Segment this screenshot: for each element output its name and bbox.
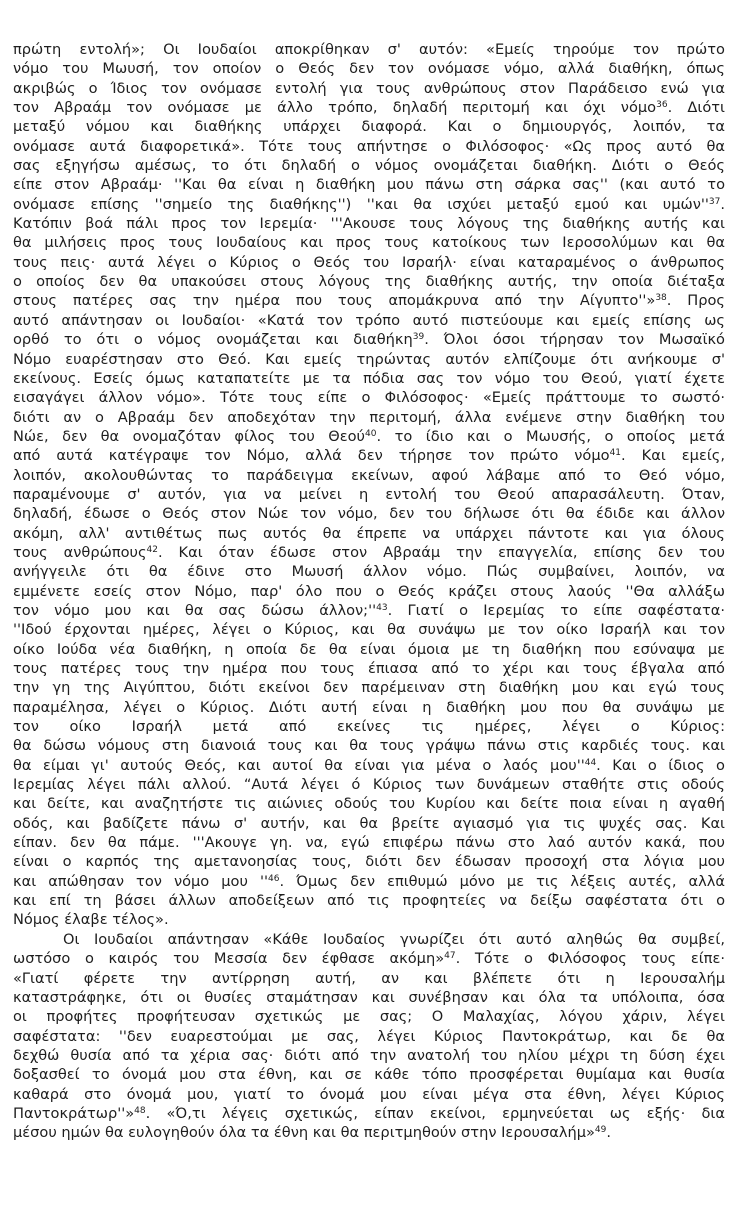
text-line: είναι ο καρπός της αμετανοησίας τους, διότι δεν έδωσαν προσοχή στα λόγια μου	[13, 853, 725, 871]
text-line: θα δώσω νόμους στη διανοιά τους και θα τους γράψω πάνω στις καρδιές τους. και	[13, 737, 725, 755]
text-line: τους πεις· αυτά λέγει ο Κύριος ο Θεός του Ισραήλ· είναι καταραμένος ο άνθρωπος	[13, 253, 725, 271]
text-line	[13, 98, 725, 117]
text-segment: . Προς	[666, 292, 725, 310]
text-segment: μέσου ημών θα ευλογηθούν όλα τα έθνη και θα περιτμηθούν στην Ιερουσαλήμ»	[13, 1124, 595, 1142]
text-line: θα μιλήσεις προς τους Ιουδαίους και προς τους κατοίκους των Ιεροσολύμων και θα	[13, 234, 725, 252]
text-line	[13, 330, 725, 349]
footnote-marker: 36	[656, 100, 668, 111]
text-segment: Παντοκράτωρ''»	[13, 1104, 135, 1122]
text-segment: Νώε, δεν θα ονομαζόταν φίλος του Θεού	[13, 427, 365, 445]
document-page	[13, 40, 725, 1143]
text-segment: . Όλοι όσοι τήρησαν τον Μωσαϊκό	[424, 331, 725, 349]
footnote-marker: 47	[444, 951, 456, 962]
text-line: «Γιατί φέρετε την αντίρρηση αυτή, αν και βλέπετε ότι η Ιερουσαλήμ	[13, 969, 725, 987]
text-line: Κατόπιν βοά πάλι προς τον Ιερεμία· '''Ακουσε τους λόγους της διαθήκης αυτής και	[13, 215, 725, 233]
paragraph	[13, 40, 725, 930]
footnote-marker: 37	[708, 196, 721, 207]
text-segment: . Γιατί ο Ιερεμίας το είπε σαφέστατα·	[387, 601, 726, 619]
text-line: παραμένουμε σ' αυτόν, για να μείνει η εντολή του Θεού απαρασάλευτη. Όταν,	[13, 485, 725, 503]
text-segment: τον νόμο μου και θα σας δώσω άλλον;''	[13, 601, 377, 619]
text-segment: . Και εμείς,	[621, 447, 725, 465]
footnote-marker: 48	[134, 1105, 146, 1116]
text-line	[13, 1123, 725, 1142]
text-line	[13, 427, 725, 446]
text-line: οίκο Ιούδα νέα διαθήκη, η οποία δε θα είναι όμοια με τη διαθήκη που εσύναψα με	[13, 640, 725, 658]
text-line	[13, 949, 725, 968]
text-line: ακριβώς ο Ίδιος τον ονόμασε εντολή για τους ανθρώπους στον Παράδεισο ενώ για	[13, 79, 725, 97]
footnote-marker: 42	[146, 544, 158, 555]
text-line: Ιερεμίας λέγει πάλι αλλού. “Αυτά λέγει ό Κύριος των δυνάμεων σταθήτε στις οδούς	[13, 776, 725, 794]
text-line: τους πατέρες τους την ημέρα που τους έπιασα από το χέρι και τους έβγαλα από	[13, 660, 725, 677]
text-line: οδός, και βαδίζετε πάνω σ' αυτήν, και θα βρείτε αγιασμό για τις ψυχές σας. Και	[13, 814, 725, 832]
footnote-marker: 40	[365, 428, 377, 439]
text-segment: . «Ό,τι λέγεις σχετικώς, είπαν εκείνοι, ερμηνεύεται ως εξής· δια	[145, 1104, 725, 1122]
footnote-marker: 44	[584, 757, 597, 768]
text-line	[13, 291, 725, 310]
text-line: πρώτη εντολή»; Οι Ιουδαίοι αποκρίθηκαν σ' αυτόν: «Εμείς τηρούμε τον πρώτο	[13, 41, 725, 58]
text-segment: ονόμασε επίσης ''σημείο της διαθήκης'') ''και θα ισχύει μεταξύ εμού και υμών''	[13, 195, 709, 213]
text-line: εμμένετε εσείς στον Νόμο, παρ' όλο που ο Θεός κράζει στους λαούς ''Θα αλλάξω	[13, 582, 725, 600]
text-line: παραμέλησα, λέγει ο Κύριος. Διότι αυτή είναι η διαθήκη μου που θα συνάψω με	[13, 698, 725, 716]
text-segment: . Και όταν έδωσε στον Αβραάμ την επαγγελία, επίσης δεν του	[158, 543, 725, 561]
text-line: σαφέστατα: ''δεν ευαρεστούμαι με σας, λέγει Κύριος Παντοκράτωρ, και δε θα	[13, 1027, 725, 1045]
text-line: δηλαδή, έδωσε ο Θεός στον Νώε τον νόμο, δεν του δήλωσε ότι θα έδιδε και άλλον	[13, 505, 725, 523]
text-line	[13, 601, 725, 620]
text-line: την γη της Αιγύπτου, διότι εκείνοι δεν παρέμειναν στη διαθήκη μου και εγώ τους	[13, 679, 725, 697]
text-segment: και απώθησαν τον νόμο μου ''	[13, 872, 268, 890]
text-segment: . Τότε ο Φιλόσοφος τους είπε·	[455, 950, 725, 968]
text-line	[13, 195, 725, 214]
text-line	[13, 872, 725, 891]
text-line: δοξασθεί το όνομά μου στα έθνη, και σε κάθε τόπο προσφέρεται θυμίαμα και θυσία	[13, 1066, 725, 1084]
text-segment: .	[606, 1124, 612, 1142]
text-segment: . Όμως δεν επιθυμώ μόνο με τις λέξεις αυτές, αλλά	[279, 872, 725, 890]
text-line: και επί τη βάσει άλλων αποδείξεων από τις προφητείες να δείξω σαφέστατα ότι ο	[13, 892, 725, 910]
text-line	[13, 1104, 725, 1123]
text-line: είπαν. δεν θα πάμε. '''Ακουγε γη. να, εγώ επιφέρω πάνω στο λαό αυτόν κακά, που	[13, 834, 725, 852]
text-line: οι προφήτες προφήτευσαν σχετικώς με σας; Ο Μαλαχίας, λόγου χάριν, λέγει	[13, 1008, 725, 1026]
footnote-marker: 41	[609, 448, 622, 459]
text-line: τον οίκο Ισραήλ μετά από εκείνες τις ημέρες, λέγει ο Κύριος:	[13, 718, 725, 736]
text-line: και δείτε, και αναζητήστε τις αιώνιες οδούς του Κυρίου και δείτε ποια είναι η αγαθή	[13, 795, 725, 813]
text-segment: στους πατέρες σας την ημέρα που τους απομάκρυνα από την Αίγυπτο''»	[13, 292, 656, 310]
text-line: μεταξύ νόμου και διαθήκης υπάρχει διαφορά. Και ο δημιουργός, λοιπόν, τα	[13, 118, 725, 136]
paragraph	[13, 930, 725, 1143]
footnote-marker: 43	[376, 602, 388, 613]
text-segment: θα είμαι γι' αυτούς Θεός, και αυτοί θα είναι για μένα ο λαός μου''	[13, 756, 585, 774]
text-line: ''Ιδού έρχονται ημέρες, λέγει ο Κύριος, και θα συνάψω με τον οίκο Ισραήλ και τον	[13, 621, 725, 639]
text-line: είπε στον Αβραάμ· ''Και θα είναι η διαθήκη μου πάνω στη σάρκα σας'' (και αυτό το	[13, 176, 725, 194]
text-line: δεχθώ θυσία από τα χέρια σας· διότι από την ανατολή του ηλίου μέχρι τη δύση έχει	[13, 1046, 725, 1064]
text-segment: .	[720, 195, 725, 213]
footnote-marker: 38	[655, 293, 667, 304]
text-line: εισαγάγει άλλον νόμο». Τότε τους είπε ο Φιλόσοφος· «Εμείς πράττουμε το σωστό·	[13, 389, 725, 407]
text-line: νόμο του Μωυσή, τον οποίον ο Θεός δεν τον ονόμασε νόμο, αλλά διαθήκη, όπως	[13, 60, 725, 78]
text-line	[13, 446, 725, 465]
text-segment: από αυτά κατέγραψε τον Νόμο, αλλά δεν τήρησε τον πρώτο νόμο	[13, 447, 610, 465]
text-line: καθαρά στο όνομά μου, γιατί το όνομά μου είναι μέγα στα έθνη, λέγει Κύριος	[13, 1085, 725, 1103]
footnote-marker: 46	[267, 873, 280, 884]
text-line	[13, 543, 725, 562]
text-line: σας εξηγήσω αμέσως, το ότι δηλαδή ο νόμος ονομάζεται διαθήκη. Διότι ο Θεός	[13, 157, 725, 175]
text-line: καταστράφηκε, ότι οι θυσίες σταμάτησαν και συνέβησαν και όλα τα υπόλοιπα, όσα	[13, 988, 725, 1006]
footnote-marker: 39	[412, 332, 425, 343]
text-line: αυτό απάντησαν οι Ιουδαίοι· «Κατά τον τρόπο αυτό πιστεύουμε και εμείς επίσης ως	[13, 311, 725, 329]
text-line: ακόμη, αλλ' αντιθέτως πως αυτός θα έπρεπε να υπάρχει πάντοτε και για όλους	[13, 524, 725, 542]
text-line: ο οποίος δεν θα υπακούσει στους λόγους της διαθήκης αυτής, την οποία διέταξα	[13, 273, 725, 291]
text-segment: . Διότι	[667, 99, 725, 117]
text-line: Νόμο ευαρέστησαν στο Θεό. Και εμείς τηρώντας αυτόν ελπίζουμε ότι ανήκουμε σ'	[13, 350, 725, 368]
text-segment: τους ανθρώπους	[13, 543, 147, 561]
text-line: Οι Ιουδαίοι απάντησαν «Κάθε Ιουδαίος γνωρίζει ότι αυτό αληθώς θα συμβεί,	[63, 930, 725, 948]
text-line: ανήγγειλε ότι θα έδινε στο Μωυσή άλλον νόμο. Πώς συμβαίνει, λοιπόν, να	[13, 563, 725, 581]
text-line: ονόμασε αυτά διαφορετικά». Τότε τους απήντησε ο Φιλόσοφος· «Ως προς αυτό θα	[13, 137, 725, 155]
text-line: εκείνους. Εσείς όμως καταπατείτε με τα πόδια σας τον νόμο του Θεού, γιατί έχετε	[13, 369, 725, 387]
text-line: λοιπόν, ακολουθώντας το παράδειγμα εκείνων, αφού λάβαμε από το Θεό νόμο,	[13, 466, 725, 484]
text-segment: . το ίδιο και ο Μωυσής, ο οποίος μετά	[376, 427, 725, 445]
text-segment: ωστόσο ο καιρός του Μεσσία δεν έφθασε ακόμη»	[13, 950, 445, 968]
text-segment: . Και ο ίδιος ο	[596, 756, 725, 774]
text-segment: τον Αβραάμ τον ονόμασε με άλλο τρόπο, δηλαδή περιτομή και όχι νόμο	[13, 99, 657, 117]
footnote-marker: 49	[594, 1125, 607, 1136]
text-segment: ορθό το ότι ο νόμος ονομάζεται και διαθήκη	[13, 331, 413, 349]
text-line: Νόμος έλαβε τέλος».	[13, 911, 169, 929]
text-line: διότι αν ο Αβραάμ δεν αποδεχόταν την περιτομή, άλλα ενέμενε στην διαθήκη του	[13, 408, 725, 426]
text-line	[13, 756, 725, 775]
